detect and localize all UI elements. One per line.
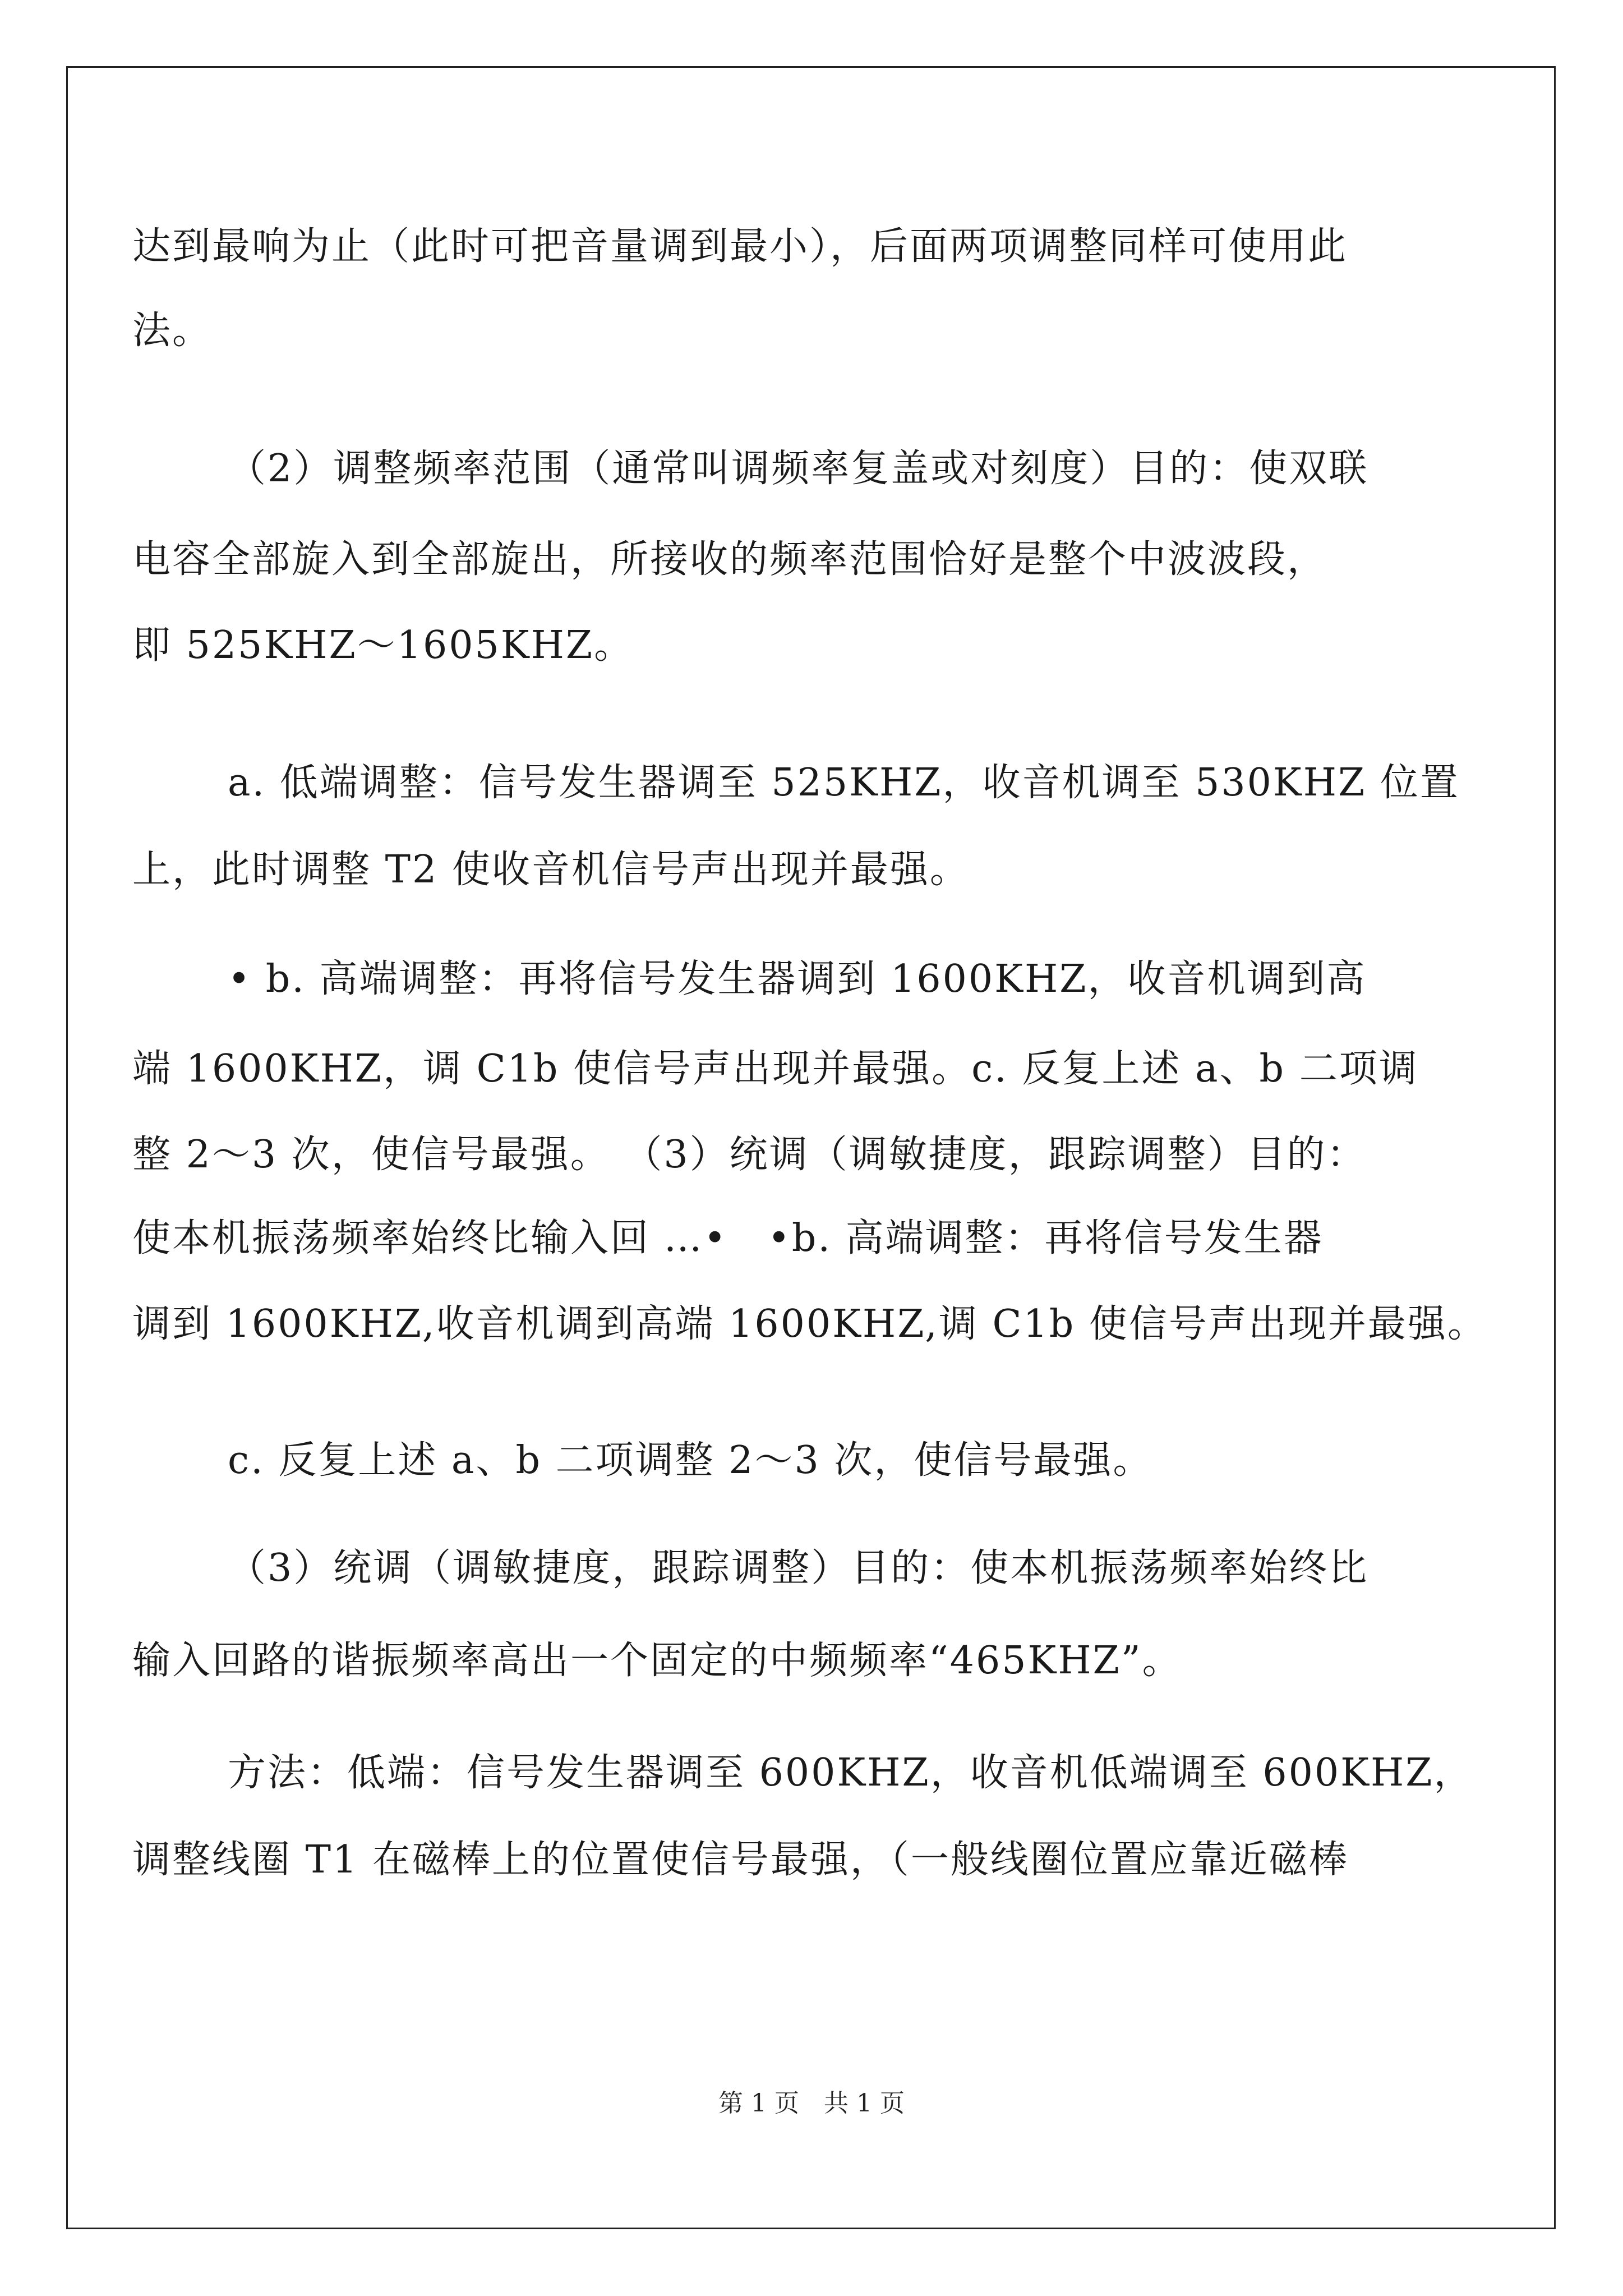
text-line: 达到最响为止（此时可把音量调到最小），后面两项调整同样可使用此	[132, 224, 1348, 269]
text-line: 调整线圈 T1 在磁棒上的位置使信号最强，（一般线圈位置应靠近磁棒	[132, 1838, 1349, 1882]
text-line: 输入回路的谐振频率高出一个固定的中频频率“465KHZ”。	[132, 1639, 1182, 1683]
text-line: • b. 高端调整：再将信号发生器调到 1600KHZ，收音机调到高	[228, 957, 1367, 1001]
text-line: 法。	[132, 309, 213, 353]
text-line: 调到 1600KHZ,收音机调到高端 1600KHZ,调 C1b 使信号声出现并最强。	[132, 1302, 1487, 1346]
text-line: （2）调整频率范围（通常叫调频率复盖或对刻度）目的：使双联	[228, 447, 1369, 491]
text-line: 即 525KHZ～1605KHZ。	[132, 623, 634, 668]
text-line: 整 2～3 次，使信号最强。 （3）统调（调敏捷度，跟踪调整）目的：	[132, 1133, 1367, 1177]
text-line: （3）统调（调敏捷度，跟踪调整）目的：使本机振荡频率始终比	[228, 1546, 1369, 1590]
text-line: a. 低端调整：信号发生器调至 525KHZ，收音机调至 530KHZ 位置	[228, 761, 1460, 805]
text-line: 端 1600KHZ，调 C1b 使信号声出现并最强。c. 反复上述 a、b 二项调	[132, 1047, 1419, 1091]
text-line: 使本机振荡频率始终比输入回 …• •b. 高端调整：再将信号发生器	[132, 1216, 1324, 1260]
text-line: c. 反复上述 a、b 二项调整 2～3 次，使信号最强。	[228, 1438, 1153, 1483]
page-number-footer: 第 1 页 共 1 页	[718, 2089, 905, 2118]
text-line: 上，此时调整 T2 使收音机信号声出现并最强。	[132, 848, 970, 892]
text-line: 方法：低端：信号发生器调至 600KHZ，收音机低端调至 600KHZ，	[228, 1751, 1474, 1795]
text-line: 电容全部旋入到全部旋出，所接收的频率范围恰好是整个中波波段，	[132, 537, 1327, 582]
